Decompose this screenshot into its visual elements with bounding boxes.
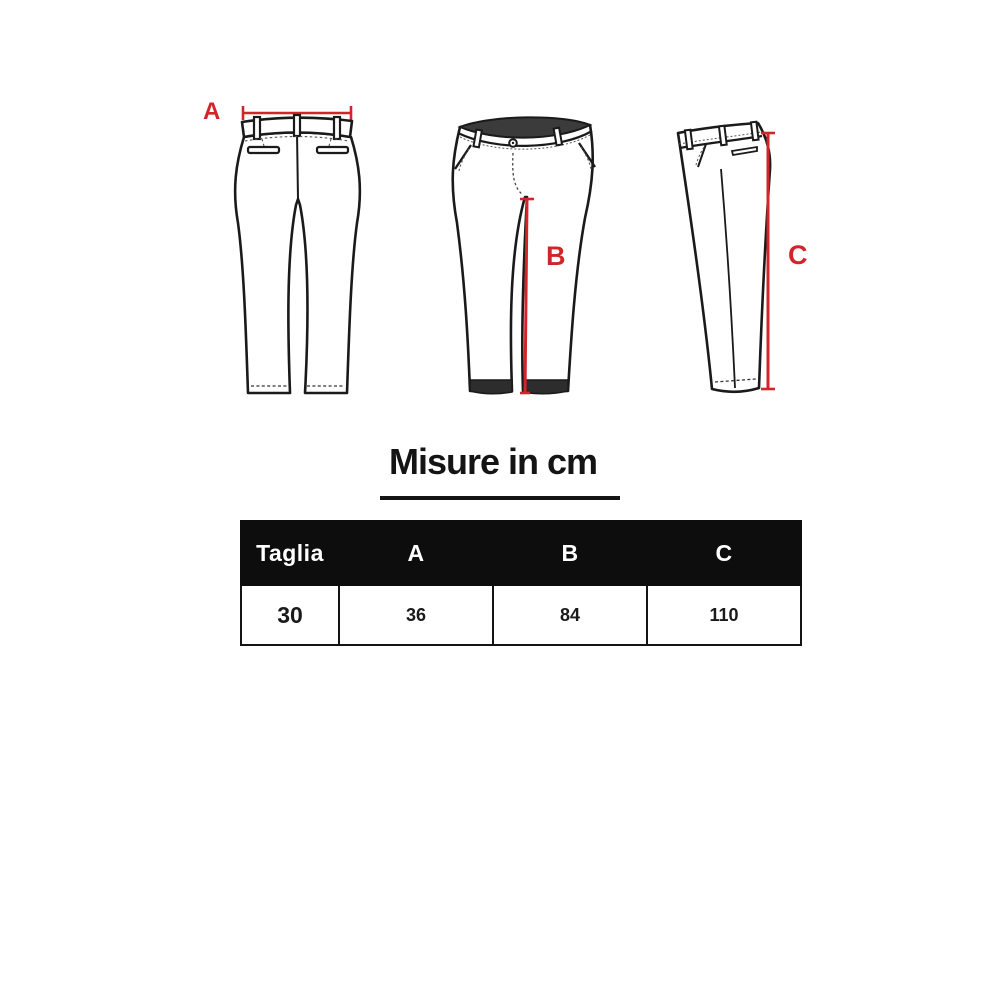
side-body-outline xyxy=(678,123,770,392)
cell-a-value: 36 xyxy=(339,585,493,645)
pants-side-view-drawing xyxy=(658,103,808,403)
header-taglia: Taglia xyxy=(241,521,339,585)
header-a: A xyxy=(339,521,493,585)
pants-back-view-figure xyxy=(198,95,373,420)
cell-taglia-value: 30 xyxy=(241,585,339,645)
front-body-outline xyxy=(453,120,593,391)
center-back-seam xyxy=(297,133,298,199)
waist-button xyxy=(509,139,517,147)
cell-b-value: 84 xyxy=(493,585,647,645)
front-hems xyxy=(470,380,568,394)
pants-front-view-figure xyxy=(435,103,615,413)
size-table xyxy=(240,520,802,646)
size-table-header-row xyxy=(241,521,801,585)
size-table-row xyxy=(241,585,801,645)
pants-front-view-drawing xyxy=(435,103,615,408)
header-b: B xyxy=(493,521,647,585)
page-title: Misure in cm xyxy=(388,441,598,482)
cell-c-value: 110 xyxy=(647,585,801,645)
pants-back-view-drawing xyxy=(198,95,373,415)
header-c: C xyxy=(647,521,801,585)
pants-side-view-figure xyxy=(658,103,808,408)
measure-label-a: A xyxy=(203,98,221,125)
measure-label-c: C xyxy=(788,240,808,270)
measure-label-b: B xyxy=(546,241,566,271)
title-underline xyxy=(380,496,620,500)
